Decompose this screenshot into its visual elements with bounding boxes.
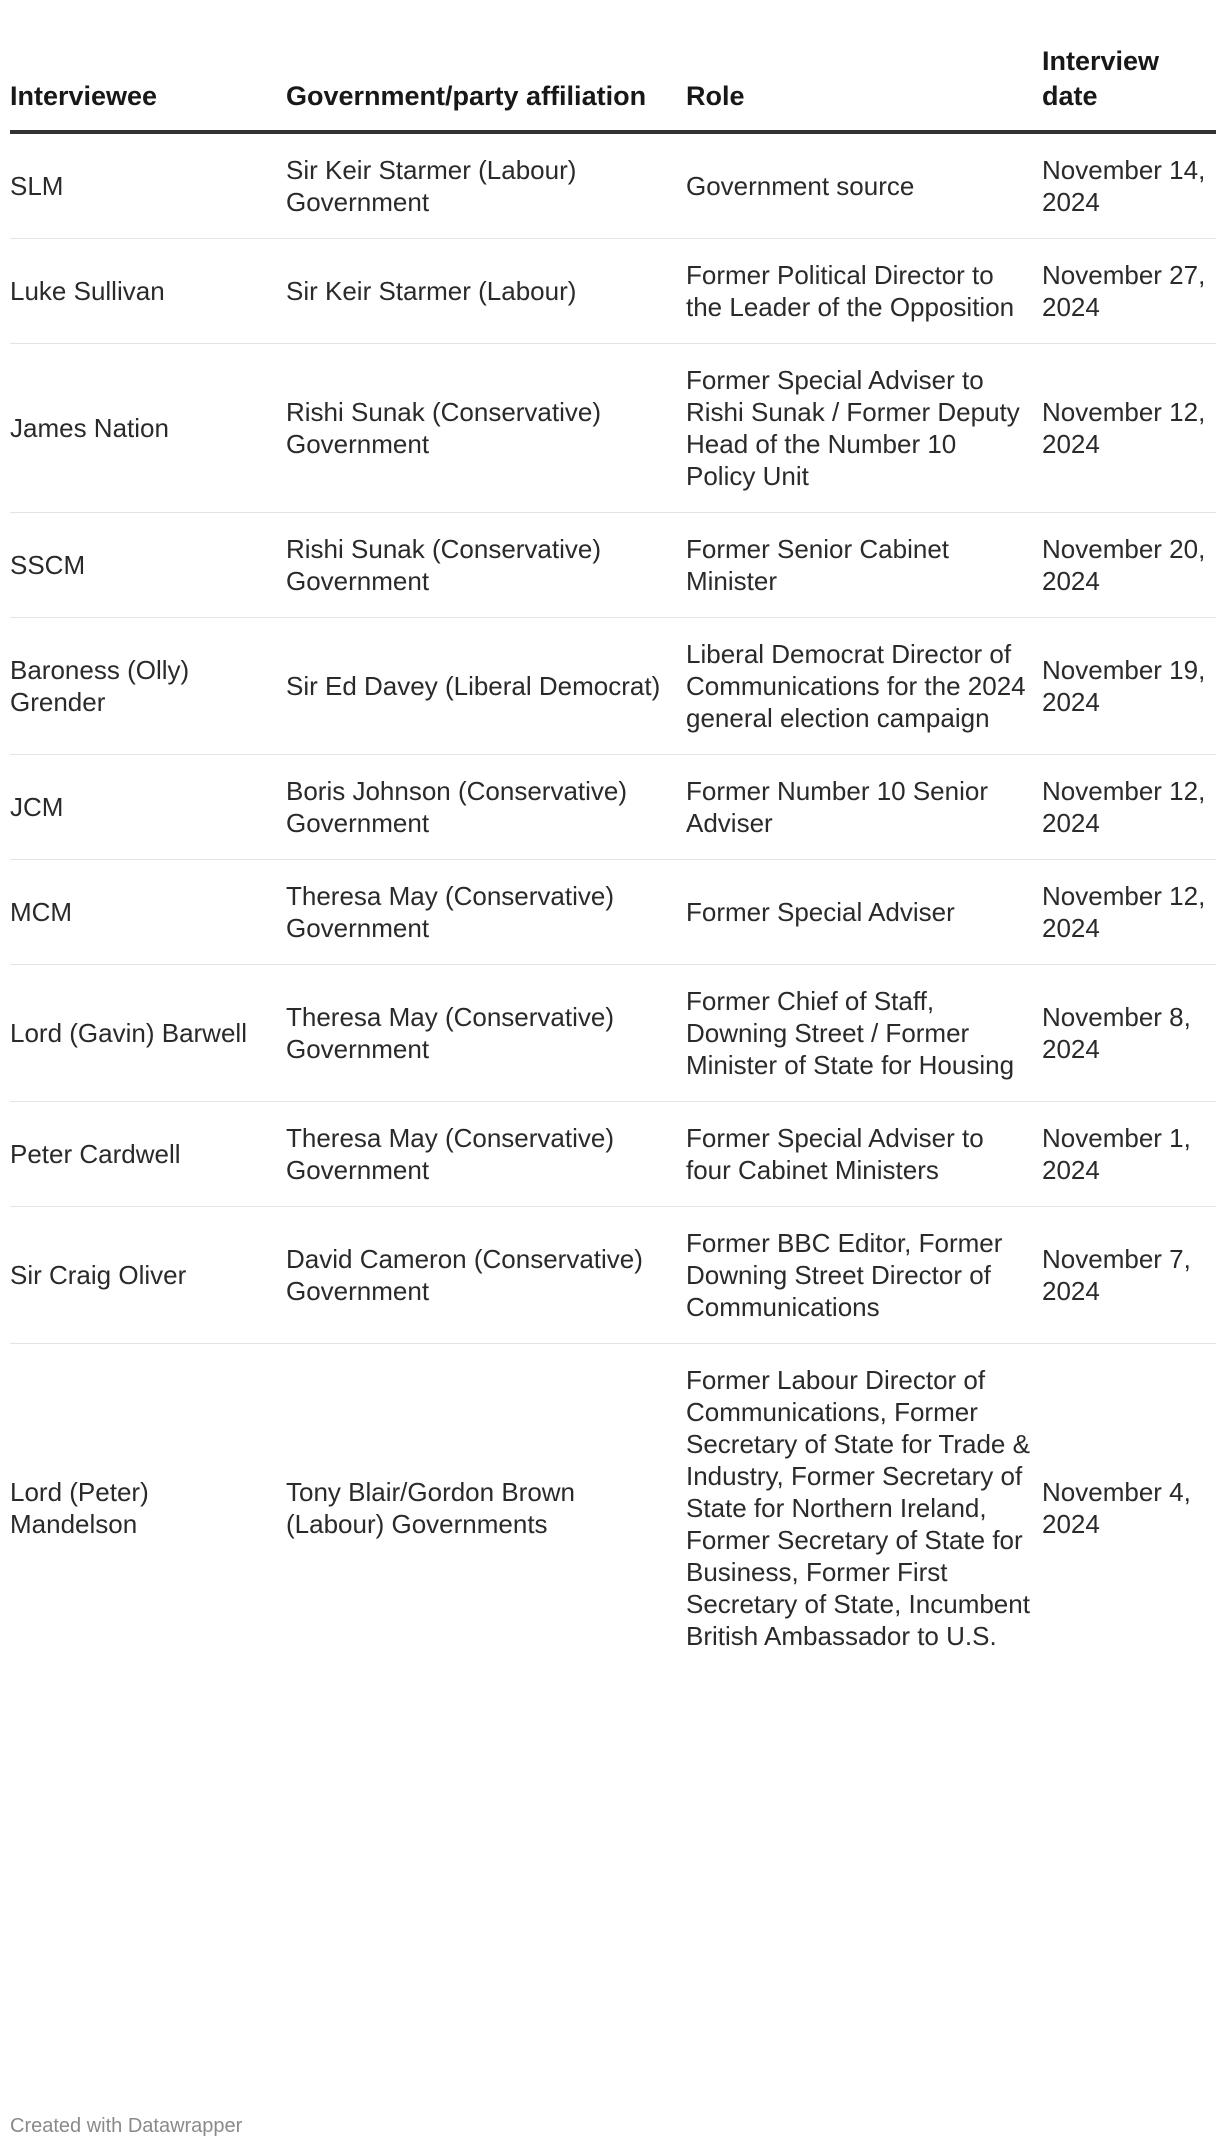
- cell-date: November 27, 2024: [1042, 239, 1216, 344]
- cell-role: Former Senior Cabinet Minister: [686, 513, 1042, 618]
- cell-interviewee: SSCM: [10, 513, 286, 618]
- cell-date: November 20, 2024: [1042, 513, 1216, 618]
- cell-affiliation: Boris Johnson (Conservative) Government: [286, 755, 686, 860]
- cell-interviewee: SLM: [10, 132, 286, 239]
- cell-date: November 14, 2024: [1042, 132, 1216, 239]
- cell-affiliation: Tony Blair/Gordon Brown (Labour) Governments: [286, 1477, 576, 1539]
- cell-interviewee: Lord (Gavin) Barwell: [10, 965, 286, 1102]
- cell-affiliation: Rishi Sunak (Conservative) Government: [286, 344, 686, 513]
- cell-affiliation: Theresa May (Conservative) Government: [286, 860, 686, 965]
- cell-affiliation: Sir Ed Davey (Liberal Democrat): [286, 618, 686, 755]
- header-row: [10, 44, 1216, 132]
- cell-date: November 12, 2024: [1042, 755, 1216, 860]
- cell-date: November 19, 2024: [1042, 618, 1216, 755]
- cell-date: November 1, 2024: [1042, 1102, 1216, 1207]
- cell-role: Former Special Adviser to four Cabinet Ministers: [686, 1102, 1042, 1207]
- cell-date: November 12, 2024: [1042, 860, 1216, 965]
- cell-role: Former Special Adviser to Rishi Sunak / Former Deputy Head of the Number 10 Policy Unit: [686, 344, 1042, 513]
- table-row: [10, 965, 1216, 1102]
- cell-role: Former Political Director to the Leader of the Opposition: [686, 239, 1042, 344]
- cell-affiliation: Rishi Sunak (Conservative) Government: [286, 513, 686, 618]
- table-row: [10, 860, 1216, 965]
- cell-affiliation: David Cameron (Conservative) Government: [286, 1207, 686, 1344]
- cell-date: November 4, 2024: [1042, 1477, 1191, 1539]
- cell-role: Liberal Democrat Director of Communications for the 2024 general election campaign: [686, 618, 1042, 755]
- cell-interviewee: JCM: [10, 755, 286, 860]
- table-row: [10, 1102, 1216, 1207]
- cell-role: Government source: [686, 132, 1042, 239]
- cell-interviewee: James Nation: [10, 344, 286, 513]
- table-row: [10, 239, 1216, 344]
- cell-date: November 8, 2024: [1042, 965, 1216, 1102]
- cell-interviewee: MCM: [10, 860, 286, 965]
- header-date: Interview date: [1042, 44, 1216, 132]
- cell-affiliation: Sir Keir Starmer (Labour) Government: [286, 132, 686, 239]
- cell-role: Former Labour Director of Communications, Former Secretary of State for Trade & Industry, Former Secretary of State for Northern Ireland, Former Secretary of State for Business, Former First Secretary of State, Incumbent British Ambassador to U.S.: [686, 1365, 1030, 1651]
- table-body: [10, 132, 1216, 1672]
- table-row: [10, 132, 1216, 239]
- datawrapper-credit: Created with Datawrapper: [10, 2115, 243, 2137]
- cell-interviewee: Peter Cardwell: [10, 1102, 286, 1207]
- cell-role: Former Chief of Staff, Downing Street / Former Minister of State for Housing: [686, 965, 1042, 1102]
- cell-interviewee: Baroness (Olly) Grender: [10, 618, 286, 755]
- table-row: [10, 755, 1216, 860]
- table-row: [10, 1344, 1216, 1673]
- interviewee-table-container: [10, 44, 1216, 1672]
- table-header: [10, 44, 1216, 132]
- cell-role: Former BBC Editor, Former Downing Street Director of Communications: [686, 1207, 1042, 1344]
- table-row: [10, 344, 1216, 513]
- cell-date: November 7, 2024: [1042, 1207, 1216, 1344]
- interviewee-table: [10, 44, 1216, 1672]
- cell-role: Former Number 10 Senior Adviser: [686, 755, 1042, 860]
- cell-role: Former Special Adviser: [686, 860, 1042, 965]
- cell-date: November 12, 2024: [1042, 344, 1216, 513]
- table-row: [10, 618, 1216, 755]
- header-interviewee: Interviewee: [10, 44, 286, 132]
- cell-affiliation: Theresa May (Conservative) Government: [286, 1102, 686, 1207]
- table-row: [10, 1207, 1216, 1344]
- table-row: [10, 513, 1216, 618]
- cell-interviewee: Lord (Peter) Mandelson: [10, 1477, 149, 1539]
- cell-affiliation: Sir Keir Starmer (Labour): [286, 239, 686, 344]
- header-role: Role: [686, 44, 1042, 132]
- header-affiliation: Government/party affiliation: [286, 44, 686, 132]
- cell-affiliation: Theresa May (Conservative) Government: [286, 965, 686, 1102]
- cell-interviewee: Sir Craig Oliver: [10, 1207, 286, 1344]
- cell-interviewee: Luke Sullivan: [10, 239, 286, 344]
